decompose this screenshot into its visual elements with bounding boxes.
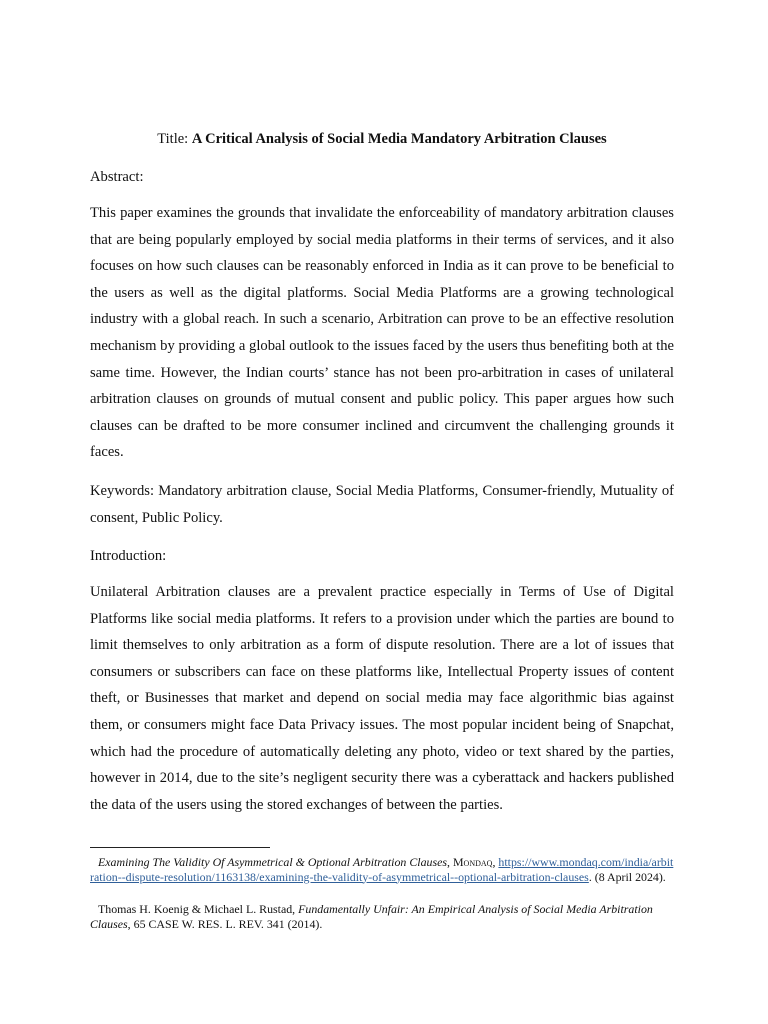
abstract-heading: Abstract: [90, 169, 144, 185]
keywords-paragraph: Keywords: Mandatory arbitration clause, Social Media Platforms, Consumer-friendly, Mutuality of consent, Public Policy. [90, 483, 674, 526]
footnote-1-date: . (8 April 2024). [588, 869, 666, 884]
footnote-2-title: Fundamentally Unfair: An Empirical Analysis of Social Media Arbitration Clauses [90, 902, 653, 931]
paper-title [90, 130, 674, 148]
footnote-1 [90, 855, 674, 884]
title-text: A Critical Analysis of Social Media Mandatory Arbitration Clauses [191, 131, 607, 147]
title-prefix: Title: [157, 131, 192, 147]
footnote-2-authors: Thomas H. Koenig & Michael L. Rustad, [98, 902, 299, 916]
footnote-1-source: Mondaq [452, 855, 493, 869]
footnote-1-sep: , [447, 855, 453, 869]
introduction-body: Unilateral Arbitration clauses are a prevalent practice especially in Terms of Use of Digital Platforms like social media platforms. It refers to a provision under which the parties are bound to limit themselves to only arbitration as a form of dispute resolution. There are a lot of issues that consumers or subscribers can face on these platforms like, Intellectual Property issues of content theft, or Businesses that market and depend on social media may face algorithmic bias against them, or consumers might face Data Privacy issues. The most popular incident being of Snapchat, which had the procedure of automatically deleting any photo, video or text shared by the parties, however in 2014, due to the site’s negligent security there was a cyberattack and hackers published the data of the users using the stored exchanges of between the parties. [90, 584, 674, 813]
footnote-1-title: Examining The Validity Of Asymmetrical & Optional Arbitration Clauses [98, 855, 448, 869]
footnote-2-citation: , 65 CASE W. RES. L. REV. 341 (2014). [127, 916, 323, 931]
introduction-heading: Introduction: [90, 548, 167, 564]
footnote-separator [90, 847, 270, 848]
abstract-body: This paper examines the grounds that invalidate the enforceability of mandatory arbitration clauses that are being popularly employed by social media platforms in their terms of services, and it also focuses on how such clauses can be reasonably enforced in India as it can prove to be beneficial to the users as well as the digital platforms. Social Media Platforms are a growing technological industry with a global reach. In such a scenario, Arbitration can prove to be an effective resolution mechanism by providing a global outlook to the issues faced by the users thus benefiting both at the same time. However, the Indian courts’ stance has not been pro-arbitration in cases of unilateral arbitration clauses on grounds of mutual consent and public policy. This paper argues how such clauses can be drafted to be more consumer inclined and circumvent the challenging grounds it faces. [90, 205, 674, 461]
footnote-1-after-source: , [492, 855, 496, 869]
footnote-1-link[interactable]: https://www.mondaq.com/india/arbitration--dispute-resolution/1163138/examining-the-validity-of-asymmetrical--optional-arbitration-clauses [90, 855, 674, 884]
footnote-2 [90, 902, 674, 931]
